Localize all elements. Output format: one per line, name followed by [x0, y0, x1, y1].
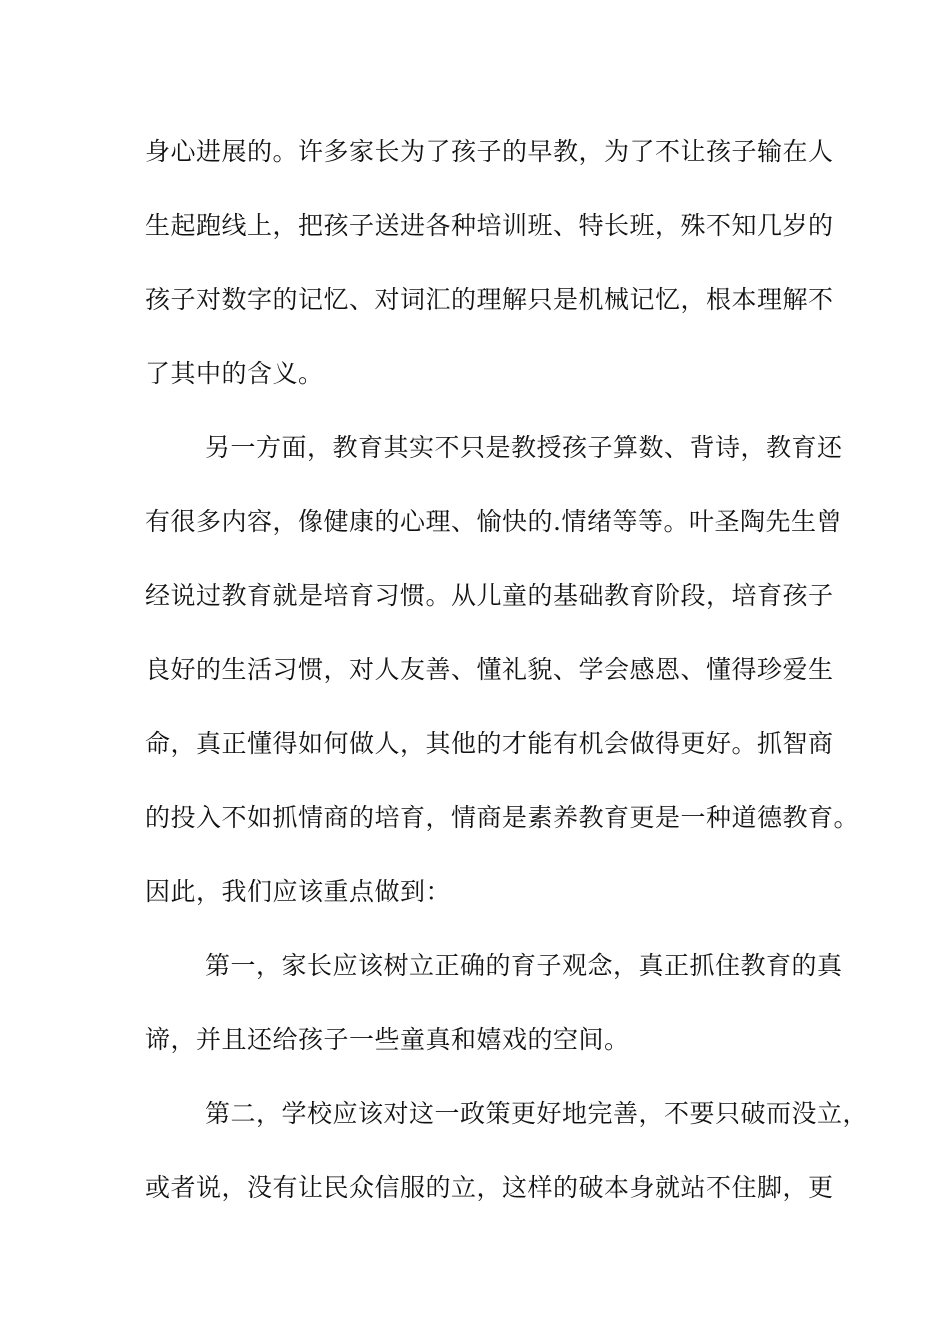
paragraph-first-line: 第二，学校应该对这一政策更好地完善，不要只破而没立， [205, 1099, 869, 1128]
text-line: 经说过教育就是培育习惯。从儿童的基础教育阶段，培育孩子 [145, 581, 834, 610]
text-line: 生起跑线上，把孩子送进各种培训班、特长班，殊不知几岁的 [145, 211, 834, 240]
paragraph-first-line: 第一，家长应该树立正确的育子观念，真正抓住教育的真 [205, 951, 843, 980]
text-line: 谛，并且还给孩子一些童真和嬉戏的空间。 [145, 1025, 630, 1054]
text-line: 因此，我们应该重点做到： [145, 877, 452, 906]
paragraph-first-line: 另一方面，教育其实不只是教授孩子算数、背诗，教育还 [205, 433, 843, 462]
text-line: 命，真正懂得如何做人，其他的才能有机会做得更好。抓智商 [145, 729, 834, 758]
text-line: 良好的生活习惯，对人友善、懂礼貌、学会感恩、懂得珍爱生 [145, 655, 834, 684]
text-line: 了其中的含义。 [145, 359, 324, 388]
text-line: 身心进展的。许多家长为了孩子的早教，为了不让孩子输在人 [145, 137, 834, 166]
text-line: 孩子对数字的记忆、对词汇的理解只是机械记忆，根本理解不 [145, 285, 834, 314]
text-line: 有很多内容，像健康的心理、愉快的.情绪等等。叶圣陶先生曾 [145, 507, 842, 536]
text-line: 的投入不如抓情商的培育，情商是素养教育更是一种道德教育。 [145, 803, 860, 832]
text-line: 或者说，没有让民众信服的立，这样的破本身就站不住脚，更 [145, 1173, 834, 1202]
